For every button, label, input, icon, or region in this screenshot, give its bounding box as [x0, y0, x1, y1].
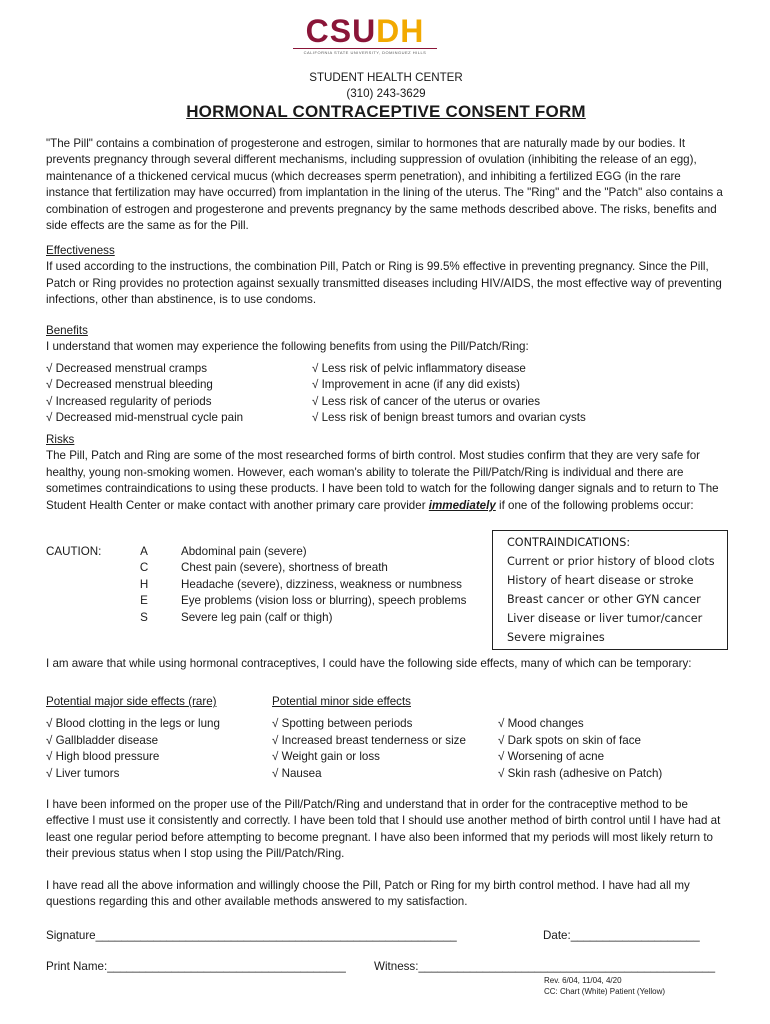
- side-effects-intro: I am aware that while using hormonal contraceptives, I could have the following side effects, many of which can be temporary:: [46, 657, 692, 670]
- page-title: HORMONAL CONTRACEPTIVE CONSENT FORM: [186, 102, 586, 121]
- caution-item: Eye problems (vision loss or blurring), speech problems: [181, 594, 467, 608]
- caution-letter: C: [139, 561, 149, 575]
- copy-distribution-note: CC: Chart (White) Patient (Yellow): [544, 987, 666, 996]
- signature-field[interactable]: Signature________________________________________________________: [46, 929, 457, 942]
- list-item: √ High blood pressure: [46, 750, 160, 764]
- minor-side-effects-b: [498, 716, 662, 782]
- list-item: √ Dark spots on skin of face: [498, 733, 641, 747]
- list-item: √ Increased breast tenderness or size: [272, 733, 466, 747]
- list-item: √ Worsening of acne: [498, 750, 605, 764]
- effectiveness-heading: Effectiveness: [46, 244, 115, 257]
- list-item: √ Weight gain or loss: [272, 750, 380, 764]
- caution-letter: A: [140, 545, 148, 558]
- org-phone: (310) 243-3629: [346, 87, 426, 100]
- list-item: √ Liver tumors: [46, 766, 120, 780]
- caution-letters: [136, 544, 152, 626]
- caution-letter: H: [139, 577, 149, 591]
- print-name-field[interactable]: Print Name:_____________________________________: [46, 960, 346, 973]
- contraindication-item: Current or prior history of blood clots: [507, 555, 715, 568]
- contraindications-box: [492, 530, 728, 650]
- list-item: √ Decreased menstrual cramps: [46, 362, 208, 375]
- benefits-intro: I understand that women may experience the following benefits from using the Pill/Patch/Ring:: [46, 340, 529, 354]
- agreement-paragraph: I have read all the above information and willingly choose the Pill, Patch or Ring for my birth control method. I have had all my questions regarding this and other available methods answered to my satisfaction.: [46, 879, 690, 909]
- list-item: √ Mood changes: [498, 717, 584, 731]
- list-item: √ Spotting between periods: [272, 717, 413, 731]
- contraindication-item: Severe migraines: [507, 631, 605, 644]
- list-item: √ Blood clotting in the legs or lung: [46, 717, 220, 731]
- caution-item: Severe leg pain (calf or thigh): [181, 610, 333, 624]
- risks-text: The Pill, Patch and Ring are some of the most researched forms of birth control. Most studies confirm that they are very safe for healthy, young non-smoking women. However, each woman's ability to tolerate the Pill/Patch/Ring is individual and there are sometimes contraindications to using these products. I have been told to watch for the following danger signals and to return to The Student Health Center or make contact with another primary care provider immediately if one of the following problems occur:: [46, 449, 719, 512]
- contraindication-item: Breast cancer or other GYN cancer: [507, 593, 701, 606]
- major-side-effects: [46, 694, 220, 782]
- benefits-right-list: [312, 361, 586, 427]
- list-item: √ Less risk of benign breast tumors and ovarian cysts: [312, 411, 586, 425]
- intro-paragraph: "The Pill" contains a combination of progesterone and estrogen, similar to hormones that are naturally made by our bodies. It prevents pregnancy through several different mechanisms, including suppression of ovulation (inhibiting the release of an egg), maintenance of a thickened cervical mucus (which decreases sperm penetration), and inhibiting a fertilized EGG (in the rare instance that fertilization may have occurred) from implantation in the lining of the uterus. The "Ring" and the "Patch" also contains a combination of estrogen and progesterone and prevents pregnancy by the same methods described above. The risks, benefits and side effects are the same as for the Pill.: [46, 137, 723, 233]
- list-item: √ Nausea: [272, 766, 322, 780]
- witness-field[interactable]: Witness:______________________________________________: [374, 960, 716, 973]
- caution-item: Chest pain (severe), shortness of breath: [181, 561, 388, 575]
- contraindication-item: Liver disease or liver tumor/cancer: [507, 612, 703, 625]
- risks-heading: Risks: [46, 433, 75, 446]
- caution-letter: S: [140, 610, 148, 624]
- list-item: √ Increased regularity of periods: [46, 394, 212, 408]
- logo-subtitle: CALIFORNIA STATE UNIVERSITY, DOMINGUEZ HILLS: [293, 48, 437, 56]
- list-item: √ Improvement in acne (if any did exists): [312, 378, 521, 392]
- caution-item: Abdominal pain (severe): [181, 545, 307, 558]
- header: [46, 70, 726, 102]
- caution-symptoms: [181, 544, 466, 626]
- benefits-left-list: [46, 361, 243, 427]
- caution-label: CAUTION:: [46, 545, 102, 558]
- revision-note: Rev. 6/04, 11/04, 4/20: [544, 976, 622, 985]
- csudh-logo: [275, 14, 455, 56]
- caution-item: Headache (severe), dizziness, weakness or numbness: [181, 577, 462, 591]
- effectiveness-section: [46, 243, 726, 309]
- logo-wordmark: CSUDH: [305, 13, 425, 49]
- org-name: STUDENT HEALTH CENTER: [309, 71, 463, 84]
- caution-letter: E: [140, 594, 148, 608]
- contraindications-heading: CONTRAINDICATIONS:: [507, 536, 631, 549]
- list-item: √ Decreased menstrual bleeding: [46, 378, 213, 392]
- informed-paragraph: I have been informed on the proper use of the Pill/Patch/Ring and understand that in order for the contraceptive method to be effective I must use it consistently and correctly. I have been told that I should use another method of birth control until I have had at least one regular period before attempting to become pregnant. I have also been informed that my periods will most likely return to their previous status when I stop using the Pill/Patch/Ring.: [46, 798, 721, 861]
- list-item: √ Gallbladder disease: [46, 733, 159, 747]
- minor-heading: Potential minor side effects: [272, 695, 411, 708]
- list-item: √ Decreased mid-menstrual cycle pain: [46, 411, 244, 425]
- benefits-section: [46, 323, 726, 356]
- risks-section: [46, 432, 726, 514]
- list-item: √ Less risk of pelvic inflammatory disease: [312, 362, 526, 375]
- major-heading: Potential major side effects (rare): [46, 695, 217, 708]
- date-field[interactable]: Date:____________________: [543, 929, 700, 942]
- list-item: √ Skin rash (adhesive on Patch): [498, 766, 663, 780]
- effectiveness-text: If used according to the instructions, the combination Pill, Patch or Ring is 99.5% effective in preventing pregnancy. Since the Pill, Patch or Ring provides no protection against sexually transmitted diseases including HIV/AIDS, the most effective way of preventing infections, other than abstinence, is to use condoms.: [46, 260, 722, 307]
- contraindication-item: History of heart disease or stroke: [507, 574, 694, 587]
- minor-side-effects-a: [272, 694, 466, 782]
- benefits-heading: Benefits: [46, 324, 88, 337]
- list-item: √ Less risk of cancer of the uterus or ovaries: [312, 394, 541, 408]
- risks-emphasis: immediately: [428, 498, 496, 512]
